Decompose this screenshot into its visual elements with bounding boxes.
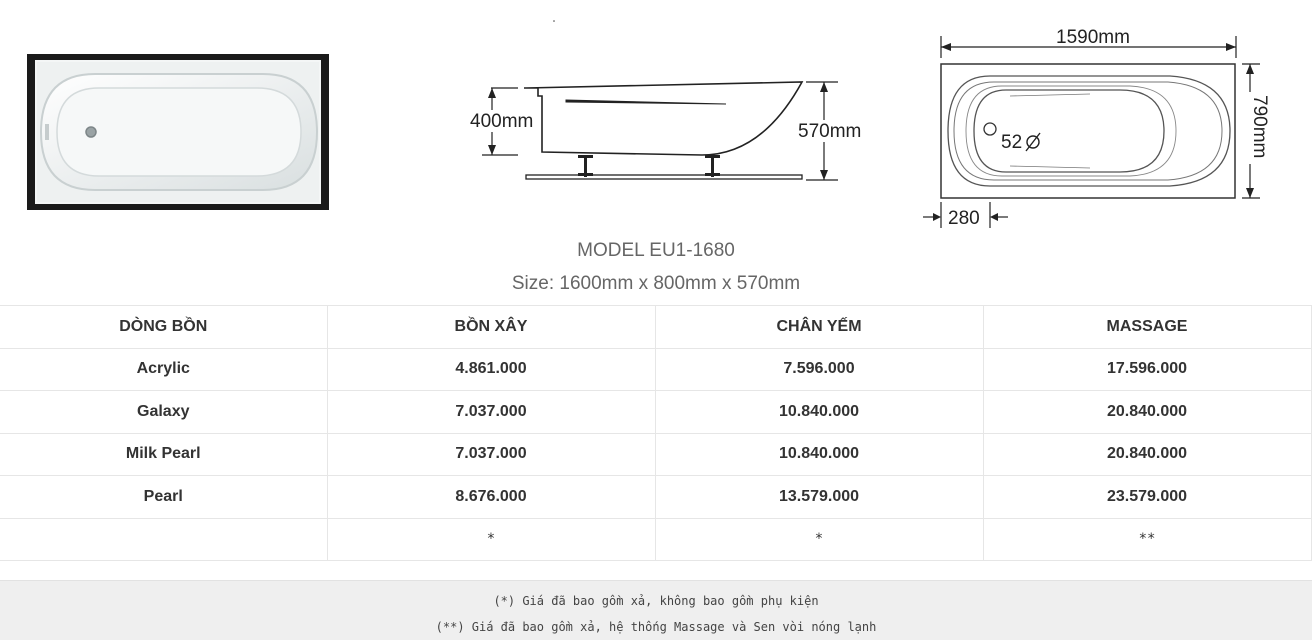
material-cell: Galaxy — [0, 391, 327, 434]
header-built-in: BỒN XÂY — [327, 306, 655, 349]
price-cell: 4.861.000 — [327, 348, 655, 391]
price-cell: 17.596.000 — [983, 348, 1311, 391]
table-header-row — [0, 306, 1311, 349]
tub-base-plate — [526, 175, 802, 179]
price-cell: 10.840.000 — [655, 433, 983, 476]
price-table — [0, 305, 1312, 561]
mark-cell-apron: * — [655, 518, 983, 561]
mark-cell-empty — [0, 518, 327, 561]
table-row — [0, 476, 1311, 519]
price-cell: 10.840.000 — [655, 391, 983, 434]
material-cell: Pearl — [0, 476, 327, 519]
side-view-diagram — [462, 16, 882, 196]
drain-offset-label: 280 — [948, 208, 980, 229]
bathtub-photo — [27, 54, 329, 210]
bathtub-top-image — [35, 60, 321, 204]
price-cell: 23.579.000 — [983, 476, 1311, 519]
size-caption: Size: 1600mm x 800mm x 570mm — [511, 273, 801, 294]
table-row — [0, 348, 1311, 391]
drain-diameter-label: 52 — [1001, 132, 1023, 153]
width-label: 790mm — [1249, 95, 1270, 159]
header-massage: MASSAGE — [983, 306, 1311, 349]
price-cell: 7.037.000 — [327, 433, 655, 476]
price-cell: 7.596.000 — [655, 348, 983, 391]
left-height-label: 400mm — [470, 111, 534, 132]
material-cell: Acrylic — [0, 348, 327, 391]
mark-cell-massage: ** — [983, 518, 1311, 561]
drain-circle — [984, 123, 996, 135]
total-height-label: 570mm — [798, 121, 862, 142]
header-model-line: DÒNG BỒN — [0, 306, 327, 349]
table-row — [0, 433, 1311, 476]
mark-cell-built-in: * — [327, 518, 655, 561]
price-cell: 20.840.000 — [983, 433, 1311, 476]
price-cell: 7.037.000 — [327, 391, 655, 434]
top-view-diagram — [920, 22, 1280, 232]
price-cell: 20.840.000 — [983, 391, 1311, 434]
note-double-star: (**) Giá đã bao gồm xả, hệ thống Massage và Sen vòi nóng lạnh — [435, 620, 877, 634]
table-footnote-marks-row — [0, 518, 1311, 561]
price-notes — [0, 580, 1312, 640]
price-cell: 13.579.000 — [655, 476, 983, 519]
tub-body-outline — [524, 82, 802, 155]
price-cell: 8.676.000 — [327, 476, 655, 519]
model-title: MODEL EU1-1680 — [577, 240, 735, 261]
note-single-star: (*) Giá đã bao gồm xả, không bao gồm phụ kiện — [493, 594, 819, 608]
material-cell: Milk Pearl — [0, 433, 327, 476]
header-apron: CHÂN YẾM — [655, 306, 983, 349]
table-row — [0, 391, 1311, 434]
length-label: 1590mm — [1056, 27, 1130, 48]
product-figures — [0, 0, 1312, 236]
